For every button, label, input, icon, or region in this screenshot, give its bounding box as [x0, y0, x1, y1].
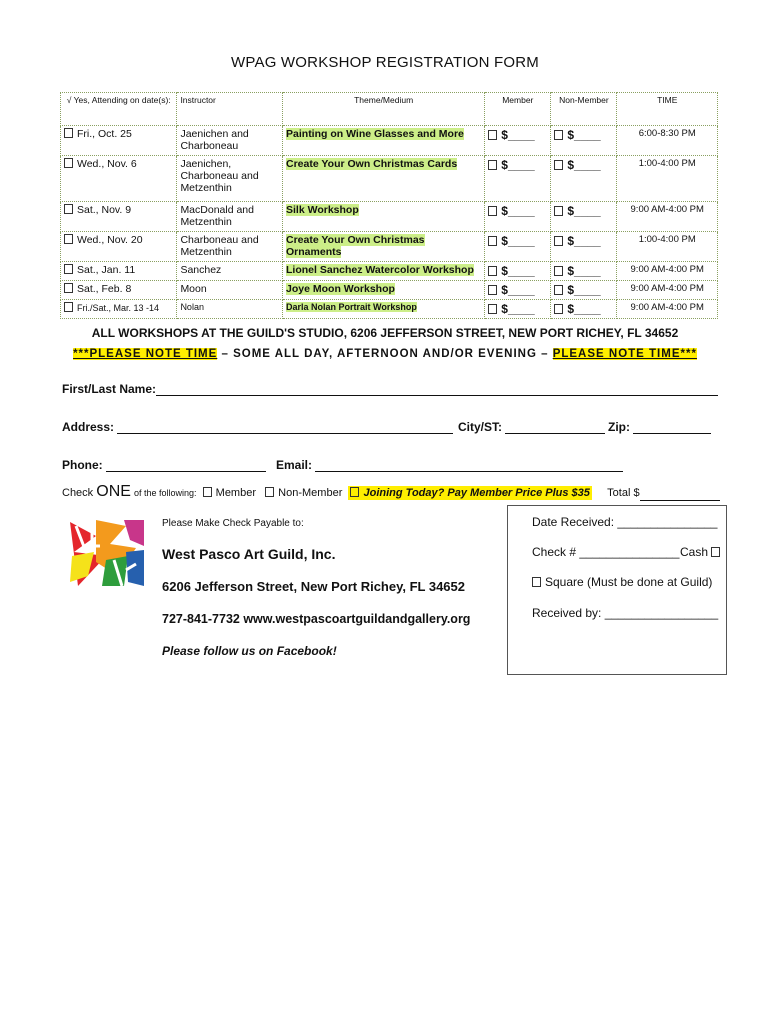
- date-label: Fri., Oct. 25: [77, 128, 132, 140]
- cash-label: Cash: [680, 545, 709, 559]
- member-price: $____: [501, 283, 535, 297]
- instructor-cell: Nolan: [177, 300, 283, 319]
- date-label: Sat., Nov. 9: [77, 204, 132, 216]
- theme-cell: [283, 281, 485, 300]
- table-row: [61, 232, 718, 262]
- date-cell[interactable]: [61, 232, 177, 262]
- note-left: ***PLEASE NOTE TIME: [73, 348, 218, 360]
- date-cell[interactable]: [61, 126, 177, 156]
- checkbox-icon[interactable]: [64, 234, 73, 244]
- form-title: WPAG WORKSHOP REGISTRATION FORM: [231, 54, 539, 71]
- joining-checkbox-icon[interactable]: [350, 487, 359, 497]
- member-price: $____: [501, 302, 535, 316]
- theme-label: Silk Workshop: [286, 204, 359, 216]
- table-header-row: [61, 93, 718, 126]
- square-label: Square (Must be done at Guild): [545, 575, 713, 589]
- table-row: [61, 126, 718, 156]
- zip-field[interactable]: [608, 420, 711, 434]
- check-one: ONE: [96, 483, 131, 500]
- cash-checkbox-icon[interactable]: [711, 547, 720, 557]
- address-label: Address:: [62, 420, 115, 434]
- checkbox-icon[interactable]: [554, 160, 563, 170]
- date-label: Sat., Jan. 11: [77, 264, 136, 276]
- checkbox-icon[interactable]: [554, 266, 563, 276]
- theme-label: Painting on Wine Glasses and More: [286, 128, 464, 140]
- checkbox-icon[interactable]: [488, 130, 497, 140]
- phone-field[interactable]: [62, 458, 266, 472]
- checkbox-icon[interactable]: [488, 304, 497, 314]
- time-cell: 9:00 AM-4:00 PM: [617, 300, 718, 319]
- date-label: Fri./Sat., Mar. 13 -14: [77, 303, 160, 313]
- theme-cell: [283, 300, 485, 319]
- theme-label: Joye Moon Workshop: [286, 283, 395, 295]
- checkbox-icon[interactable]: [64, 204, 73, 214]
- nonmember-price: $____: [567, 302, 601, 316]
- nonmember-price: $____: [567, 128, 601, 142]
- zip-label: Zip:: [608, 420, 630, 434]
- date-cell[interactable]: [61, 156, 177, 202]
- location-line: ALL WORKSHOPS AT THE GUILD'S STUDIO, 6206 JEFFERSON STREET, NEW PORT RICHEY, FL 34652: [91, 326, 679, 340]
- email-input-line[interactable]: [315, 459, 623, 472]
- nonmember-price: $____: [567, 264, 601, 278]
- table-row: [61, 300, 718, 319]
- theme-cell: [283, 262, 485, 281]
- nonmember-price: $____: [567, 283, 601, 297]
- checkbox-icon[interactable]: [488, 206, 497, 216]
- nonmember-checkbox-icon[interactable]: [265, 487, 274, 497]
- org-contact: 727-841-7732 www.westpascoartguildandgallery.org: [162, 612, 471, 626]
- checkbox-icon[interactable]: [554, 206, 563, 216]
- member-price-cell[interactable]: [485, 126, 551, 156]
- checkbox-icon[interactable]: [554, 236, 563, 246]
- address-input-line[interactable]: [117, 421, 453, 434]
- city-input-line[interactable]: [505, 421, 605, 434]
- date-label: Sat., Feb. 8: [77, 283, 132, 295]
- address-field[interactable]: [62, 420, 453, 434]
- theme-cell: [283, 126, 485, 156]
- city-label: City/ST:: [458, 420, 503, 434]
- instructor-cell: Sanchez: [177, 262, 283, 281]
- table-row: [61, 281, 718, 300]
- email-field[interactable]: [276, 458, 623, 472]
- checkbox-icon[interactable]: [488, 285, 497, 295]
- checkbox-icon[interactable]: [64, 302, 73, 312]
- nonmember-price-cell[interactable]: [551, 281, 617, 300]
- member-price: $____: [501, 264, 535, 278]
- theme-cell: [283, 156, 485, 202]
- date-label: Wed., Nov. 6: [77, 158, 137, 170]
- check-prefix: Check: [62, 487, 94, 499]
- member-price-cell[interactable]: [485, 281, 551, 300]
- total-input-line[interactable]: [640, 488, 720, 501]
- header-member: Member: [485, 93, 551, 126]
- check-suffix: of the following:: [133, 488, 197, 498]
- date-label: Wed., Nov. 20: [77, 234, 143, 246]
- checkbox-icon[interactable]: [488, 160, 497, 170]
- time-cell: 9:00 AM-4:00 PM: [617, 281, 718, 300]
- date-received: Date Received: _______________: [532, 515, 718, 529]
- time-cell: 1:00-4:00 PM: [617, 232, 718, 262]
- header-theme: Theme/Medium: [283, 93, 485, 126]
- org-name: West Pasco Art Guild, Inc.: [162, 546, 336, 562]
- instructor-cell: Jaenichen, Charboneau and Metzenthin: [177, 156, 283, 202]
- date-cell[interactable]: [61, 202, 177, 232]
- nonmember-price-cell[interactable]: [551, 232, 617, 262]
- header-instructor: Instructor: [177, 93, 283, 126]
- guild-logo: [66, 516, 146, 590]
- theme-label: Create Your Own Christmas Ornaments: [286, 234, 425, 258]
- member-price-cell[interactable]: [485, 232, 551, 262]
- theme-label: Create Your Own Christmas Cards: [286, 158, 458, 170]
- checkbox-icon[interactable]: [488, 236, 497, 246]
- member-price: $____: [501, 158, 535, 172]
- name-field[interactable]: [62, 382, 718, 396]
- facebook-note: Please follow us on Facebook!: [162, 644, 337, 658]
- theme-label: Lionel Sanchez Watercolor Workshop: [286, 264, 474, 276]
- table-row: [61, 262, 718, 281]
- theme-cell: [283, 232, 485, 262]
- checkbox-icon[interactable]: [554, 130, 563, 140]
- nonmember-price: $____: [567, 158, 601, 172]
- email-label: Email:: [276, 458, 313, 472]
- nonmember-price-cell[interactable]: [551, 156, 617, 202]
- square-option[interactable]: [532, 575, 712, 589]
- table-row: [61, 156, 718, 202]
- received-by: Received by: _________________: [532, 606, 719, 620]
- nonmember-price-cell[interactable]: [551, 202, 617, 232]
- date-cell[interactable]: [61, 300, 177, 319]
- payable-label: Please Make Check Payable to:: [162, 518, 304, 529]
- joining-today-option[interactable]: [348, 486, 591, 500]
- name-label: First/Last Name:: [62, 382, 157, 396]
- header-date: √ Yes, Attending on date(s):: [61, 93, 177, 126]
- workshop-schedule-table: [60, 92, 718, 319]
- time-cell: 6:00-8:30 PM: [617, 126, 718, 156]
- member-price: $____: [501, 128, 535, 142]
- member-price: $____: [501, 204, 535, 218]
- nonmember-price-cell[interactable]: [551, 300, 617, 319]
- total-label: Total $: [607, 487, 640, 499]
- checkbox-icon[interactable]: [64, 158, 73, 168]
- checkbox-icon[interactable]: [488, 266, 497, 276]
- table-row: [61, 202, 718, 232]
- zip-input-line[interactable]: [633, 421, 711, 434]
- checkbox-icon[interactable]: [64, 128, 73, 138]
- phone-label: Phone:: [62, 458, 103, 472]
- time-note: [0, 348, 770, 360]
- checkbox-icon[interactable]: [64, 283, 73, 293]
- org-address: 6206 Jefferson Street, New Port Richey, FL 34652: [162, 579, 465, 594]
- member-price-cell[interactable]: [485, 156, 551, 202]
- nonmember-price: $____: [567, 204, 601, 218]
- note-middle: – SOME ALL DAY, AFTERNOON AND/OR EVENING –: [217, 348, 553, 360]
- theme-cell: [283, 202, 485, 232]
- header-nonmember: Non-Member: [551, 93, 617, 126]
- instructor-cell: Charboneau and Metzenthin: [177, 232, 283, 262]
- membership-check-row: [62, 483, 720, 501]
- member-price: $____: [501, 234, 535, 248]
- check-number: Check # _______________: [532, 545, 680, 559]
- nonmember-price-cell[interactable]: [551, 262, 617, 281]
- member-option-label: Member: [215, 487, 256, 499]
- date-cell[interactable]: [61, 262, 177, 281]
- office-use-box: [507, 505, 727, 675]
- cash-option[interactable]: [680, 545, 724, 559]
- time-cell: 1:00-4:00 PM: [617, 156, 718, 202]
- instructor-cell: Jaenichen and Charboneau: [177, 126, 283, 156]
- nonmember-price: $____: [567, 234, 601, 248]
- checkbox-icon[interactable]: [554, 304, 563, 314]
- header-time: TIME: [617, 93, 718, 126]
- note-right: PLEASE NOTE TIME***: [552, 348, 697, 360]
- name-input-line[interactable]: [156, 383, 718, 396]
- member-price-cell[interactable]: [485, 262, 551, 281]
- joining-label: Joining Today? Pay Member Price Plus $35: [363, 487, 590, 499]
- nonmember-option-label: Non-Member: [278, 487, 343, 499]
- time-cell: 9:00 AM-4:00 PM: [617, 202, 718, 232]
- theme-label: Darla Nolan Portrait Workshop: [286, 302, 417, 312]
- city-field[interactable]: [458, 420, 605, 434]
- checkbox-icon[interactable]: [64, 264, 73, 274]
- member-price-cell[interactable]: [485, 300, 551, 319]
- instructor-cell: MacDonald and Metzenthin: [177, 202, 283, 232]
- phone-input-line[interactable]: [106, 459, 266, 472]
- instructor-cell: Moon: [177, 281, 283, 300]
- square-checkbox-icon[interactable]: [532, 577, 541, 587]
- member-price-cell[interactable]: [485, 202, 551, 232]
- member-checkbox-icon[interactable]: [203, 487, 212, 497]
- nonmember-price-cell[interactable]: [551, 126, 617, 156]
- time-cell: 9:00 AM-4:00 PM: [617, 262, 718, 281]
- checkbox-icon[interactable]: [554, 285, 563, 295]
- date-cell[interactable]: [61, 281, 177, 300]
